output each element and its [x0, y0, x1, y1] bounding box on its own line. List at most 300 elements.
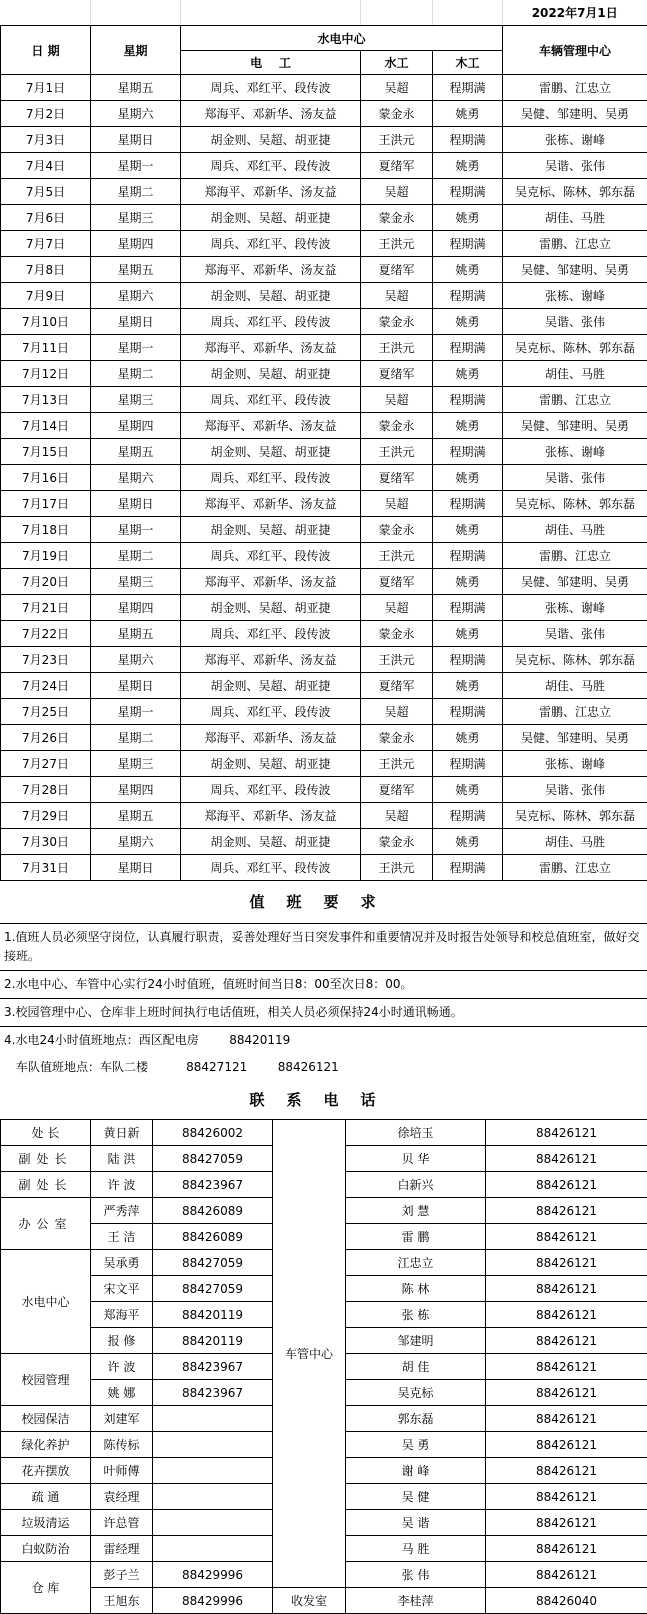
schedule-plumber-cell: 蒙金永 — [361, 309, 433, 335]
schedule-plumber-cell: 蒙金永 — [361, 205, 433, 231]
schedule-row — [1, 569, 647, 595]
schedule-row — [1, 335, 647, 361]
schedule-row — [1, 621, 647, 647]
contact-phone-cell: 88426089 — [153, 1224, 273, 1250]
schedule-vehicle-cell: 雷鹏、江忠立 — [503, 387, 647, 413]
schedule-carpenter-cell: 程期满 — [433, 179, 503, 205]
schedule-carpenter-cell: 姚勇 — [433, 777, 503, 803]
contact-phone-cell-right: 88426121 — [486, 1172, 647, 1198]
contact-phone-cell-right: 88426040 — [486, 1588, 647, 1614]
contact-name-cell: 叶师傅 — [91, 1458, 153, 1484]
schedule-row — [1, 75, 647, 101]
contacts-body — [1, 1120, 647, 1614]
schedule-electrician-cell: 周兵、邓红平、段传波 — [181, 621, 361, 647]
contact-phone-cell — [153, 1406, 273, 1432]
schedule-date-cell: 7月13日 — [1, 387, 91, 413]
schedule-row — [1, 829, 647, 855]
contact-dept-cell: 仓 库 — [1, 1562, 91, 1614]
contact-name-cell: 雷经理 — [91, 1536, 153, 1562]
schedule-row — [1, 517, 647, 543]
schedule-date-cell: 7月28日 — [1, 777, 91, 803]
schedule-vehicle-cell: 雷鹏、江忠立 — [503, 855, 647, 881]
schedule-carpenter-cell: 姚勇 — [433, 569, 503, 595]
contact-dept-cell: 处 长 — [1, 1120, 91, 1146]
schedule-row — [1, 673, 647, 699]
schedule-electrician-cell: 周兵、邓红平、段传波 — [181, 465, 361, 491]
water-power-center-header: 水电中心 — [181, 26, 503, 51]
schedule-vehicle-cell: 吴克标、陈林、郭东磊 — [503, 647, 647, 673]
schedule-weekday-cell: 星期三 — [91, 569, 181, 595]
schedule-carpenter-cell: 程期满 — [433, 595, 503, 621]
contact-phone-cell — [153, 1484, 273, 1510]
col-carpenter-header: 木工 — [433, 51, 503, 75]
requirement-item-3: 3.校园管理中心、仓库非上班时间执行电话值班，相关人员必须保持24小时通讯畅通。 — [0, 999, 647, 1027]
schedule-carpenter-cell: 程期满 — [433, 75, 503, 101]
schedule-weekday-cell: 星期一 — [91, 153, 181, 179]
contact-phone-cell-right: 88426121 — [486, 1328, 647, 1354]
contact-name-cell: 陆 洪 — [91, 1146, 153, 1172]
contacts-title: 联系电话 — [0, 1081, 647, 1119]
schedule-vehicle-cell: 吴谐、张伟 — [503, 621, 647, 647]
contact-name-cell: 王 洁 — [91, 1224, 153, 1250]
col-vehicle-header: 车辆管理中心 — [503, 26, 647, 75]
schedule-date-cell: 7月12日 — [1, 361, 91, 387]
contact-phone-cell: 88420119 — [153, 1302, 273, 1328]
contact-name-cell: 许 波 — [91, 1172, 153, 1198]
schedule-weekday-cell: 星期日 — [91, 309, 181, 335]
schedule-carpenter-cell: 姚勇 — [433, 101, 503, 127]
schedule-vehicle-cell: 雷鹏、江忠立 — [503, 231, 647, 257]
schedule-carpenter-cell: 姚勇 — [433, 673, 503, 699]
contact-name-cell: 吴承勇 — [91, 1250, 153, 1276]
schedule-plumber-cell: 王洪元 — [361, 439, 433, 465]
schedule-row — [1, 491, 647, 517]
schedule-vehicle-cell: 张栋、谢峰 — [503, 595, 647, 621]
contact-phone-cell: 88420119 — [153, 1328, 273, 1354]
schedule-row — [1, 153, 647, 179]
schedule-vehicle-cell: 张栋、谢峰 — [503, 283, 647, 309]
schedule-weekday-cell: 星期日 — [91, 855, 181, 881]
schedule-plumber-cell: 蒙金永 — [361, 621, 433, 647]
schedule-plumber-cell: 吴超 — [361, 387, 433, 413]
contact-phone-cell: 88423967 — [153, 1354, 273, 1380]
schedule-vehicle-cell: 吴谐、张伟 — [503, 465, 647, 491]
schedule-carpenter-cell: 程期满 — [433, 283, 503, 309]
contact-name-cell: 郑海平 — [91, 1302, 153, 1328]
schedule-date-cell: 7月6日 — [1, 205, 91, 231]
schedule-row — [1, 179, 647, 205]
schedule-plumber-cell: 夏绪军 — [361, 465, 433, 491]
schedule-vehicle-cell: 张栋、谢峰 — [503, 127, 647, 153]
schedule-electrician-cell: 郑海平、邓新华、汤友益 — [181, 803, 361, 829]
schedule-carpenter-cell: 程期满 — [433, 231, 503, 257]
schedule-row — [1, 465, 647, 491]
schedule-plumber-cell: 王洪元 — [361, 647, 433, 673]
schedule-carpenter-cell: 程期满 — [433, 387, 503, 413]
requirements-section — [0, 881, 647, 1081]
contact-phone-cell-right: 88426121 — [486, 1406, 647, 1432]
schedule-row — [1, 127, 647, 153]
schedule-vehicle-cell: 胡佳、马胜 — [503, 673, 647, 699]
schedule-row — [1, 699, 647, 725]
contact-phone-cell-right: 88426121 — [486, 1510, 647, 1536]
schedule-electrician-cell: 胡金则、吴超、胡亚捷 — [181, 439, 361, 465]
contact-dept-cell: 副处长 — [1, 1146, 91, 1172]
schedule-plumber-cell: 王洪元 — [361, 335, 433, 361]
contact-phone-cell-right: 88426121 — [486, 1536, 647, 1562]
schedule-vehicle-cell: 胡佳、马胜 — [503, 361, 647, 387]
schedule-row — [1, 231, 647, 257]
schedule-carpenter-cell: 程期满 — [433, 803, 503, 829]
schedule-carpenter-cell: 程期满 — [433, 647, 503, 673]
contact-name-cell-right: 张 栋 — [346, 1302, 486, 1328]
schedule-electrician-cell: 胡金则、吴超、胡亚捷 — [181, 673, 361, 699]
contact-name-cell-right: 马 胜 — [346, 1536, 486, 1562]
schedule-date-cell: 7月10日 — [1, 309, 91, 335]
schedule-row — [1, 751, 647, 777]
schedule-weekday-cell: 星期四 — [91, 231, 181, 257]
schedule-carpenter-cell: 程期满 — [433, 543, 503, 569]
schedule-electrician-cell: 周兵、邓红平、段传波 — [181, 231, 361, 257]
contact-name-cell-right: 贝 华 — [346, 1146, 486, 1172]
schedule-weekday-cell: 星期五 — [91, 621, 181, 647]
schedule-weekday-cell: 星期一 — [91, 517, 181, 543]
contact-name-cell: 黄日新 — [91, 1120, 153, 1146]
contact-name-cell: 严秀萍 — [91, 1198, 153, 1224]
schedule-row — [1, 361, 647, 387]
schedule-electrician-cell: 郑海平、邓新华、汤友益 — [181, 335, 361, 361]
schedule-date-cell: 7月24日 — [1, 673, 91, 699]
contact-phone-cell: 88423967 — [153, 1380, 273, 1406]
contact-name-cell-right: 吴 谐 — [346, 1510, 486, 1536]
schedule-vehicle-cell: 胡佳、马胜 — [503, 829, 647, 855]
schedule-date-cell: 7月11日 — [1, 335, 91, 361]
schedule-plumber-cell: 吴超 — [361, 595, 433, 621]
contact-phone-cell — [153, 1536, 273, 1562]
schedule-date-cell: 7月8日 — [1, 257, 91, 283]
col-plumber-header: 水工 — [361, 51, 433, 75]
schedule-weekday-cell: 星期三 — [91, 751, 181, 777]
schedule-weekday-cell: 星期三 — [91, 387, 181, 413]
schedule-plumber-cell: 蒙金永 — [361, 413, 433, 439]
contact-dept-cell: 疏 通 — [1, 1484, 91, 1510]
contact-phone-cell-right: 88426121 — [486, 1484, 647, 1510]
schedule-date-cell: 7月31日 — [1, 855, 91, 881]
col-date-header: 日 期 — [1, 26, 91, 75]
schedule-vehicle-cell: 吴克标、陈林、郭东磊 — [503, 491, 647, 517]
contact-phone-cell: 88426002 — [153, 1120, 273, 1146]
schedule-date-cell: 7月19日 — [1, 543, 91, 569]
schedule-weekday-cell: 星期二 — [91, 543, 181, 569]
vehicle-center-dept-cell: 车管中心 — [273, 1120, 346, 1588]
schedule-row — [1, 855, 647, 881]
schedule-weekday-cell: 星期二 — [91, 179, 181, 205]
schedule-plumber-cell: 王洪元 — [361, 855, 433, 881]
schedule-weekday-cell: 星期二 — [91, 725, 181, 751]
contact-name-cell-right: 郭东磊 — [346, 1406, 486, 1432]
contact-name-cell: 王旭东 — [91, 1588, 153, 1614]
schedule-electrician-cell: 胡金则、吴超、胡亚捷 — [181, 205, 361, 231]
schedule-vehicle-cell: 胡佳、马胜 — [503, 205, 647, 231]
schedule-electrician-cell: 周兵、邓红平、段传波 — [181, 543, 361, 569]
schedule-carpenter-cell: 程期满 — [433, 855, 503, 881]
schedule-vehicle-cell: 雷鹏、江忠立 — [503, 699, 647, 725]
schedule-row — [1, 647, 647, 673]
contact-name-cell: 彭子兰 — [91, 1562, 153, 1588]
schedule-date-cell: 7月5日 — [1, 179, 91, 205]
schedule-plumber-cell: 吴超 — [361, 179, 433, 205]
contact-phone-cell: 88429996 — [153, 1562, 273, 1588]
schedule-weekday-cell: 星期日 — [91, 491, 181, 517]
schedule-vehicle-cell: 吴健、邹建明、吴勇 — [503, 725, 647, 751]
schedule-date-cell: 7月21日 — [1, 595, 91, 621]
schedule-carpenter-cell: 姚勇 — [433, 725, 503, 751]
schedule-electrician-cell: 胡金则、吴超、胡亚捷 — [181, 751, 361, 777]
schedule-vehicle-cell: 胡佳、马胜 — [503, 517, 647, 543]
schedule-date-cell: 7月15日 — [1, 439, 91, 465]
duty-schedule-table — [0, 25, 647, 881]
contact-name-cell-right: 吴 健 — [346, 1484, 486, 1510]
schedule-electrician-cell: 郑海平、邓新华、汤友益 — [181, 179, 361, 205]
schedule-date-cell: 7月16日 — [1, 465, 91, 491]
schedule-vehicle-cell: 吴谐、张伟 — [503, 777, 647, 803]
contact-phone-cell — [153, 1458, 273, 1484]
schedule-vehicle-cell: 吴健、邹建明、吴勇 — [503, 101, 647, 127]
contact-name-cell-right: 吴 勇 — [346, 1432, 486, 1458]
schedule-weekday-cell: 星期五 — [91, 439, 181, 465]
schedule-weekday-cell: 星期六 — [91, 829, 181, 855]
requirement-item-1: 1.值班人员必须坚守岗位，认真履行职责，妥善处理好当日突发事件和重要情况并及时报告处领导和校总值班室，做好交接班。 — [0, 923, 647, 971]
contact-row — [1, 1588, 647, 1614]
schedule-electrician-cell: 周兵、邓红平、段传波 — [181, 777, 361, 803]
schedule-plumber-cell: 吴超 — [361, 699, 433, 725]
schedule-electrician-cell: 周兵、邓红平、段传波 — [181, 387, 361, 413]
schedule-date-cell: 7月4日 — [1, 153, 91, 179]
schedule-carpenter-cell: 姚勇 — [433, 309, 503, 335]
contact-name-cell-right: 刘 慧 — [346, 1198, 486, 1224]
schedule-vehicle-cell: 雷鹏、江忠立 — [503, 75, 647, 101]
schedule-weekday-cell: 星期二 — [91, 361, 181, 387]
schedule-date-cell: 7月26日 — [1, 725, 91, 751]
schedule-carpenter-cell: 程期满 — [433, 751, 503, 777]
contact-name-cell-right: 陈 林 — [346, 1276, 486, 1302]
schedule-electrician-cell: 胡金则、吴超、胡亚捷 — [181, 361, 361, 387]
schedule-plumber-cell: 吴超 — [361, 491, 433, 517]
schedule-electrician-cell: 郑海平、邓新华、汤友益 — [181, 491, 361, 517]
contacts-table — [0, 1119, 647, 1614]
contact-dept-cell: 白蚁防治 — [1, 1536, 91, 1562]
schedule-weekday-cell: 星期日 — [91, 127, 181, 153]
schedule-row — [1, 257, 647, 283]
schedule-electrician-cell: 郑海平、邓新华、汤友益 — [181, 413, 361, 439]
schedule-plumber-cell: 蒙金永 — [361, 101, 433, 127]
schedule-carpenter-cell: 姚勇 — [433, 621, 503, 647]
contact-phone-cell-right: 88426121 — [486, 1354, 647, 1380]
schedule-plumber-cell: 王洪元 — [361, 127, 433, 153]
schedule-weekday-cell: 星期三 — [91, 205, 181, 231]
schedule-carpenter-cell: 姚勇 — [433, 413, 503, 439]
schedule-weekday-cell: 星期六 — [91, 283, 181, 309]
contact-phone-cell-right: 88426121 — [486, 1302, 647, 1328]
schedule-plumber-cell: 吴超 — [361, 803, 433, 829]
schedule-carpenter-cell: 姚勇 — [433, 517, 503, 543]
contact-name-cell: 刘建军 — [91, 1406, 153, 1432]
requirements-title: 值班要求 — [0, 881, 647, 923]
schedule-plumber-cell: 蒙金永 — [361, 829, 433, 855]
schedule-row — [1, 595, 647, 621]
schedule-weekday-cell: 星期六 — [91, 101, 181, 127]
schedule-weekday-cell: 星期六 — [91, 465, 181, 491]
schedule-electrician-cell: 胡金则、吴超、胡亚捷 — [181, 595, 361, 621]
schedule-electrician-cell: 胡金则、吴超、胡亚捷 — [181, 517, 361, 543]
schedule-weekday-cell: 星期五 — [91, 803, 181, 829]
contact-phone-cell-right: 88426121 — [486, 1380, 647, 1406]
requirement-item-2: 2.水电中心、车管中心实行24小时值班，值班时间当日8：00至次日8：00。 — [0, 971, 647, 999]
contact-name-cell-right: 雷 鹏 — [346, 1224, 486, 1250]
schedule-date-cell: 7月18日 — [1, 517, 91, 543]
schedule-weekday-cell: 星期一 — [91, 699, 181, 725]
schedule-plumber-cell: 夏绪军 — [361, 777, 433, 803]
schedule-plumber-cell: 王洪元 — [361, 543, 433, 569]
schedule-electrician-cell: 郑海平、邓新华、汤友益 — [181, 725, 361, 751]
schedule-carpenter-cell: 姚勇 — [433, 257, 503, 283]
schedule-body — [1, 75, 647, 881]
contact-name-cell-right: 李桂萍 — [346, 1588, 486, 1614]
schedule-electrician-cell: 周兵、邓红平、段传波 — [181, 699, 361, 725]
schedule-electrician-cell: 郑海平、邓新华、汤友益 — [181, 647, 361, 673]
contact-dept-cell: 垃圾清运 — [1, 1510, 91, 1536]
schedule-weekday-cell: 星期一 — [91, 335, 181, 361]
schedule-row — [1, 205, 647, 231]
schedule-vehicle-cell: 吴健、邹建明、吴勇 — [503, 569, 647, 595]
schedule-date-cell: 7月7日 — [1, 231, 91, 257]
schedule-electrician-cell: 胡金则、吴超、胡亚捷 — [181, 127, 361, 153]
schedule-vehicle-cell: 雷鹏、江忠立 — [503, 543, 647, 569]
contact-phone-cell — [153, 1432, 273, 1458]
schedule-plumber-cell: 夏绪军 — [361, 257, 433, 283]
schedule-row — [1, 803, 647, 829]
schedule-plumber-cell: 吴超 — [361, 75, 433, 101]
contact-dept-cell: 绿化养护 — [1, 1432, 91, 1458]
contact-dept-cell: 花卉摆放 — [1, 1458, 91, 1484]
schedule-row — [1, 725, 647, 751]
schedule-vehicle-cell: 吴谐、张伟 — [503, 309, 647, 335]
contact-dept-cell: 校园管理 — [1, 1354, 91, 1406]
schedule-date-cell: 7月3日 — [1, 127, 91, 153]
contact-phone-cell: 88427059 — [153, 1276, 273, 1302]
schedule-electrician-cell: 周兵、邓红平、段传波 — [181, 309, 361, 335]
schedule-row — [1, 101, 647, 127]
schedule-date-cell: 7月23日 — [1, 647, 91, 673]
requirement-item-5: 车队值班地点：车队二楼 88427121 88426121 — [0, 1054, 647, 1081]
schedule-vehicle-cell: 吴克标、陈林、郭东磊 — [503, 335, 647, 361]
schedule-weekday-cell: 星期五 — [91, 75, 181, 101]
contact-name-cell: 姚 娜 — [91, 1380, 153, 1406]
schedule-row — [1, 413, 647, 439]
schedule-vehicle-cell: 吴谐、张伟 — [503, 153, 647, 179]
contact-phone-cell: 88426089 — [153, 1198, 273, 1224]
schedule-row — [1, 283, 647, 309]
schedule-weekday-cell: 星期四 — [91, 777, 181, 803]
contact-name-cell-right: 胡 佳 — [346, 1354, 486, 1380]
contact-phone-cell-right: 88426121 — [486, 1198, 647, 1224]
contact-dept-cell: 副处长 — [1, 1172, 91, 1198]
schedule-vehicle-cell: 吴健、邹建明、吴勇 — [503, 257, 647, 283]
col-weekday-header: 星期 — [91, 26, 181, 75]
contact-phone-cell-right: 88426121 — [486, 1146, 647, 1172]
schedule-date-cell: 7月1日 — [1, 75, 91, 101]
schedule-date-cell: 7月30日 — [1, 829, 91, 855]
schedule-carpenter-cell: 姚勇 — [433, 465, 503, 491]
contact-name-cell-right: 吴克标 — [346, 1380, 486, 1406]
contact-name-cell-right: 谢 峰 — [346, 1458, 486, 1484]
contact-phone-cell: 88423967 — [153, 1172, 273, 1198]
contact-phone-cell: 88427059 — [153, 1146, 273, 1172]
contact-phone-cell-right: 88426121 — [486, 1432, 647, 1458]
col-electrician-header: 电 工 — [181, 51, 361, 75]
schedule-electrician-cell: 郑海平、邓新华、汤友益 — [181, 257, 361, 283]
schedule-vehicle-cell: 吴健、邹建明、吴勇 — [503, 413, 647, 439]
schedule-row — [1, 777, 647, 803]
contact-phone-cell-right: 88426121 — [486, 1120, 647, 1146]
schedule-electrician-cell: 胡金则、吴超、胡亚捷 — [181, 283, 361, 309]
schedule-plumber-cell: 吴超 — [361, 283, 433, 309]
schedule-date-cell: 7月9日 — [1, 283, 91, 309]
schedule-plumber-cell: 蒙金永 — [361, 725, 433, 751]
schedule-weekday-cell: 星期五 — [91, 257, 181, 283]
schedule-weekday-cell: 星期四 — [91, 595, 181, 621]
schedule-electrician-cell: 周兵、邓红平、段传波 — [181, 75, 361, 101]
header-table — [0, 0, 647, 25]
schedule-carpenter-cell: 姚勇 — [433, 205, 503, 231]
schedule-date-cell: 7月2日 — [1, 101, 91, 127]
schedule-carpenter-cell: 程期满 — [433, 439, 503, 465]
requirement-item-4: 4.水电24小时值班地点：西区配电房 88420119 — [0, 1027, 647, 1054]
schedule-carpenter-cell: 程期满 — [433, 699, 503, 725]
contact-phone-cell: 88427059 — [153, 1250, 273, 1276]
schedule-carpenter-cell: 姚勇 — [433, 829, 503, 855]
schedule-electrician-cell: 周兵、邓红平、段传波 — [181, 153, 361, 179]
schedule-row — [1, 543, 647, 569]
contact-phone-cell-right: 88426121 — [486, 1562, 647, 1588]
schedule-row — [1, 439, 647, 465]
contact-name-cell-right: 江忠立 — [346, 1250, 486, 1276]
schedule-electrician-cell: 郑海平、邓新华、汤友益 — [181, 101, 361, 127]
schedule-electrician-cell: 郑海平、邓新华、汤友益 — [181, 569, 361, 595]
contact-name-cell: 陈传标 — [91, 1432, 153, 1458]
contact-phone-cell-right: 88426121 — [486, 1250, 647, 1276]
contact-phone-cell: 88429996 — [153, 1588, 273, 1614]
schedule-date-cell: 7月20日 — [1, 569, 91, 595]
schedule-electrician-cell: 周兵、邓红平、段传波 — [181, 855, 361, 881]
schedule-weekday-cell: 星期六 — [91, 647, 181, 673]
schedule-plumber-cell: 王洪元 — [361, 231, 433, 257]
schedule-carpenter-cell: 程期满 — [433, 491, 503, 517]
schedule-date-cell: 7月17日 — [1, 491, 91, 517]
mailroom-dept-cell: 收发室 — [273, 1588, 346, 1614]
schedule-plumber-cell: 夏绪军 — [361, 153, 433, 179]
schedule-weekday-cell: 星期日 — [91, 673, 181, 699]
contact-phone-cell-right: 88426121 — [486, 1224, 647, 1250]
schedule-weekday-cell: 星期四 — [91, 413, 181, 439]
schedule-carpenter-cell: 程期满 — [433, 127, 503, 153]
schedule-carpenter-cell: 姚勇 — [433, 361, 503, 387]
contact-name-cell: 报 修 — [91, 1328, 153, 1354]
schedule-vehicle-cell: 吴克标、陈林、郭东磊 — [503, 179, 647, 205]
schedule-date-cell: 7月27日 — [1, 751, 91, 777]
roster-date: 2022年7月1日 — [502, 0, 647, 25]
contact-name-cell: 许总管 — [91, 1510, 153, 1536]
